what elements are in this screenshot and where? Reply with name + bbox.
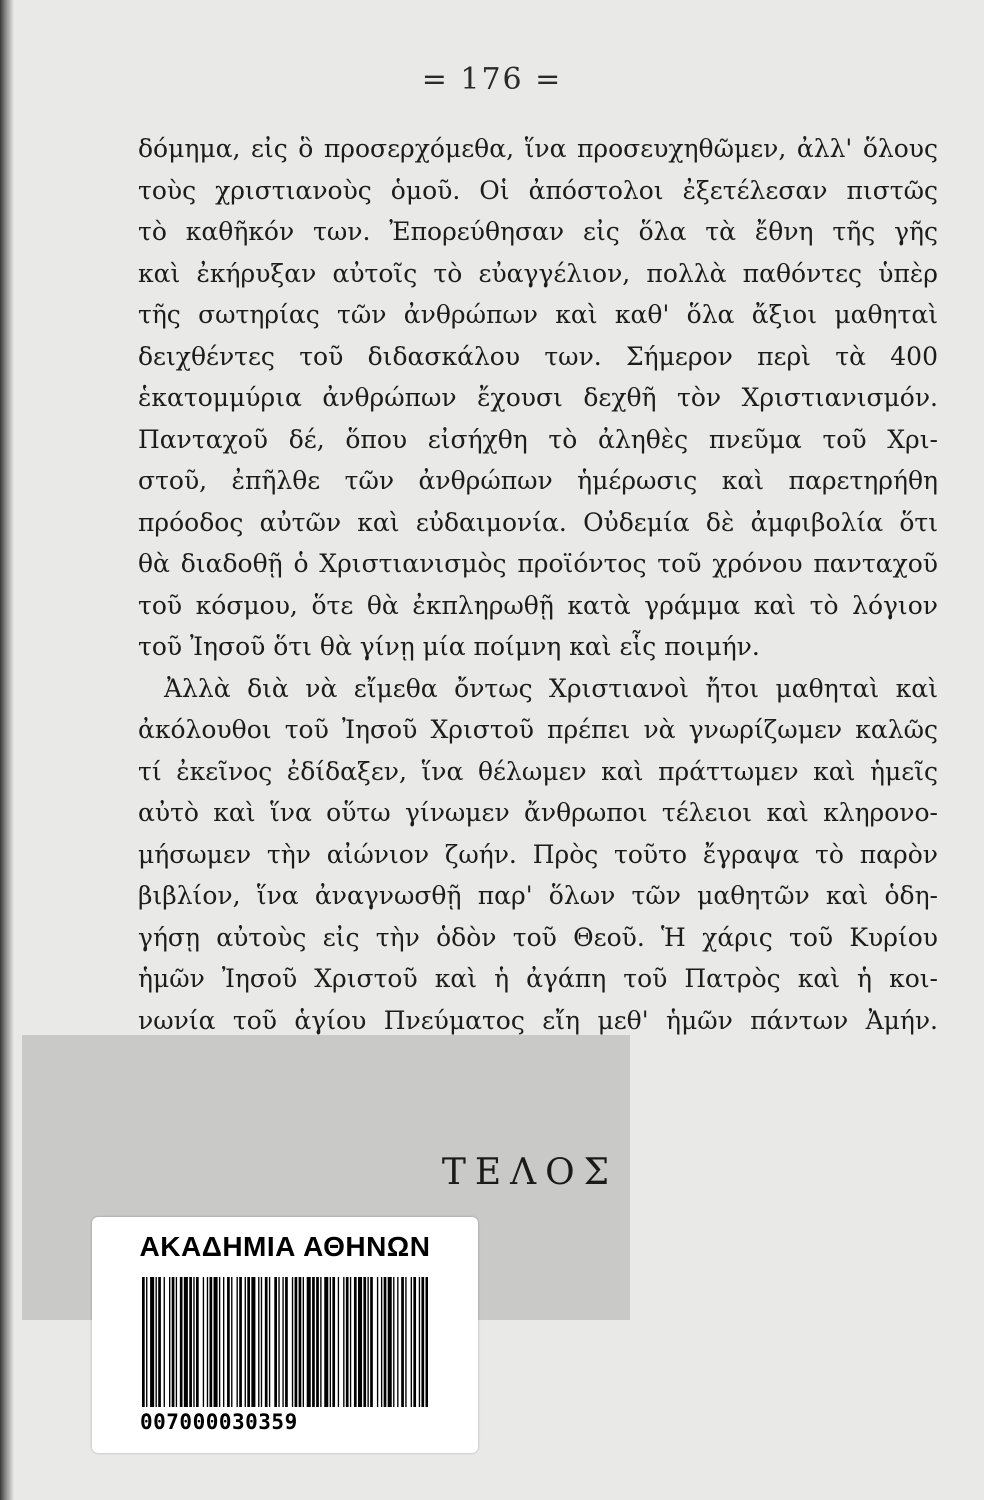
- text-line: τί ἐκεῖνος ἐδίδαξεν, ἵνα θέλωμεν καὶ πράττωμεν καὶ ἡμεῖς: [138, 756, 938, 786]
- paragraph-2: [138, 668, 938, 1042]
- text-line: μήσωμεν τὴν αἰώνιον ζωήν. Πρὸς τοῦτο ἔγραψα τὸ παρὸν: [138, 839, 938, 869]
- text-line: δειχθέντες τοῦ διδασκάλου των. Σήμερον περὶ τὰ 400: [138, 341, 938, 371]
- text-line: Ἀλλὰ διὰ νὰ εἴμεθα ὄντως Χριστιανοὶ ἤτοι μαθηταὶ καὶ: [164, 673, 938, 703]
- text-line: τοῦ κόσμου, ὅτε θὰ ἐκπληρωθῇ κατὰ γράμμα καὶ τὸ λόγιον: [138, 590, 938, 620]
- text-line: τὸ καθῆκόν των. Ἐπορεύθησαν εἰς ὅλα τὰ ἔθνη τῆς γῆς: [138, 217, 938, 246]
- text-line: τῆς σωτηρίας τῶν ἀνθρώπων καὶ καθ' ὅλα ἄξιοι μαθηταὶ: [138, 300, 938, 329]
- text-line: αὐτὸ καὶ ἵνα οὕτω γίνωμεν ἄνθρωποι τέλειοι καὶ κληρονο-: [138, 798, 938, 827]
- paragraph-1: [138, 128, 938, 668]
- barcode-number: 007000030359: [140, 1410, 298, 1434]
- text-line: γήσῃ αὐτοὺς εἰς τὴν ὁδὸν τοῦ Θεοῦ. Ἡ χάρις τοῦ Κυρίου: [138, 922, 938, 952]
- text-line: θὰ διαδοθῇ ὁ Χριστιανισμὸς προϊόντος τοῦ χρόνου πανταχοῦ: [138, 549, 938, 578]
- barcode-icon: [140, 1277, 430, 1407]
- text-line: ἑκατομμύρια ἀνθρώπων ἔχουσι δεχθῆ τὸν Χριστιανισμόν.: [138, 383, 938, 412]
- end-mark: ΤΕΛΟΣ: [441, 1152, 619, 1193]
- library-name: ΑΚΑΔΗΜΙΑ ΑΘΗΝΩΝ: [139, 1231, 431, 1262]
- text-line: ἀκόλουθοι τοῦ Ἰησοῦ Χριστοῦ πρέπει νὰ γνωρίζωμεν καλῶς: [138, 715, 938, 744]
- text-line: πρόοδος αὐτῶν καὶ εὐδαιμονία. Οὐδεμία δὲ ἀμφιβολία ὅτι: [138, 507, 938, 537]
- text-line: νωνία τοῦ ἁγίου Πνεύματος εἴη μεθ' ἡμῶν πάντων Ἀμήν.: [138, 1005, 938, 1035]
- text-line: βιβλίον, ἵνα ἀναγνωσθῇ παρ' ὅλων τῶν μαθητῶν καὶ ὁδη-: [138, 881, 938, 910]
- text-line: στοῦ, ἐπῆλθε τῶν ἀνθρώπων ἡμέρωσις καὶ παρετηρήθη: [138, 466, 938, 495]
- text-line: ἡμῶν Ἰησοῦ Χριστοῦ καὶ ἡ ἀγάπη τοῦ Πατρὸς καὶ ἡ κοι-: [138, 964, 938, 993]
- binding-shadow: [0, 0, 14, 1500]
- library-barcode-label: [92, 1217, 478, 1453]
- text-line: καὶ ἐκήρυξαν αὐτοῖς τὸ εὐαγγέλιον, πολλὰ παθόντες ὑπὲρ: [138, 258, 938, 288]
- text-line: τοὺς χριστιανοὺς ὁμοῦ. Οἱ ἀπόστολοι ἐξετέλεσαν πιστῶς: [138, 175, 938, 205]
- text-line: τοῦ Ἰησοῦ ὅτι θὰ γίνῃ μία ποίμνη καὶ εἷς ποιμήν.: [138, 632, 760, 661]
- text-line: Πανταχοῦ δέ, ὅπου εἰσήχθη τὸ ἀληθὲς πνεῦμα τοῦ Χρι-: [138, 424, 938, 454]
- page-number: = 176 =: [421, 62, 563, 97]
- text-line: δόμημα, εἰς ὃ προσερχόμεθα, ἵνα προσευχηθῶμεν, ἀλλ' ὅλους: [138, 134, 938, 163]
- body-text: [138, 128, 938, 1041]
